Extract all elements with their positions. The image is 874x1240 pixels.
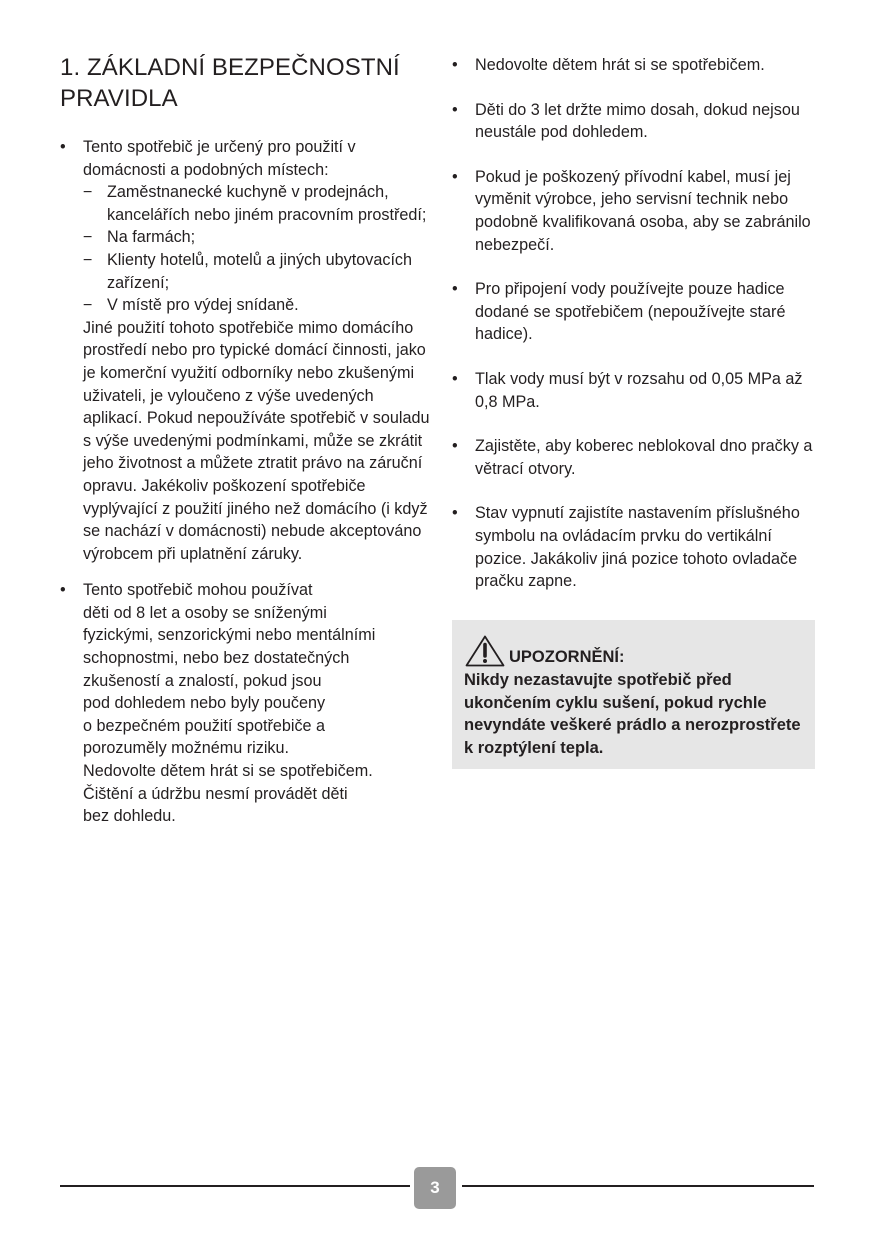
text-line: bez dohledu.	[83, 807, 176, 826]
list-item-paragraph: Jiné použití tohoto spotřebiče mimo domácího prostředí nebo pro typické domácí činnosti, jako je komerční využití odborníky nebo zkušenými uživateli, je vyloučeno z výše uvedených aplikací. Pokud nepoužíváte spotřebič v souladu s výše uvedenými podmínkami, může se zkrátit jeho životnost a můžete ztratit právo na záruční opravu. Jakékoliv poškození spotřebiče vyplývající z použití jiného než domácího (i když se nachází v domácnosti) nebude akceptováno výrobcem při uplatnění záruky.	[83, 318, 430, 563]
text-line: fyzickými, senzorickými nebo mentálními	[83, 626, 376, 645]
text-line: porozuměly možnému riziku.	[83, 739, 290, 758]
footer-rule-left	[60, 1185, 410, 1187]
list-item: • Pro připojení vody používejte pouze hadice dodané se spotřebičem (nepoužívejte staré hadice).	[452, 280, 786, 344]
bullet-marker: •	[60, 581, 66, 600]
dash-marker: −	[83, 250, 93, 269]
warning-text: Nikdy nezastavujte spotřebič před ukončením cyklu sušení, pokud rychle nevyndáte veškeré prádlo a nerozprostřete k rozptýlení tepla.	[464, 671, 801, 757]
bullet-marker: •	[452, 504, 458, 523]
text-line: pod dohledem nebo byly poučeny	[83, 694, 326, 713]
list-item-intro: Tento spotřebič je určený pro použití v domácnosti a podobných místech:	[83, 138, 356, 179]
sub-list-item: − Na farmách;	[83, 226, 430, 249]
list-item	[60, 579, 430, 828]
list-item: • Děti do 3 let držte mimo dosah, dokud nejsou neustále pod dohledem.	[452, 100, 800, 142]
dash-marker: −	[83, 228, 93, 247]
right-bullet-list	[452, 54, 816, 593]
bullet-marker: •	[452, 56, 458, 74]
right-column	[452, 54, 816, 615]
text-line: o bezpečném použití spotřebiče a	[83, 716, 326, 735]
dash-marker: −	[83, 183, 93, 202]
text-line: zkušeností a znalostí, pokud jsou	[83, 671, 322, 690]
left-bullet-list	[60, 136, 430, 828]
list-item: • Tlak vody musí být v rozsahu od 0,05 MPa až 0,8 MPa.	[452, 369, 803, 411]
text-line: Tento spotřebič mohou používat	[83, 581, 313, 600]
text-line: Čištění a údržbu nesmí provádět děti	[83, 784, 348, 803]
bullet-marker: •	[452, 280, 458, 299]
sub-list-item: − V místě pro výdej snídaně.	[83, 294, 430, 317]
list-item: • Zajistěte, aby koberec neblokoval dno pračky a větrací otvory.	[452, 437, 813, 478]
bullet-marker: •	[452, 437, 458, 456]
footer-rule-right	[462, 1185, 814, 1187]
sub-list-item: − Klienty hotelů, motelů a jiných ubytovacích zařízení;	[83, 250, 413, 292]
page-title: 1. ZÁKLADNÍ BEZPEČNOSTNÍ PRAVIDLA	[60, 54, 400, 112]
text-line: schopnostmi, nebo bez dostatečných	[83, 649, 350, 668]
bullet-marker: •	[60, 138, 66, 156]
text-line: děti od 8 let a osoby se sníženými	[83, 603, 327, 622]
sub-list	[83, 181, 430, 317]
page-number: 3	[414, 1167, 456, 1209]
bullet-marker: •	[452, 369, 458, 388]
bullet-marker: •	[452, 100, 458, 119]
list-item: • Stav vypnutí zajistíte nastavením příslušného symbolu na ovládacím prvku do vertikální pozice. Jakákoliv jiná pozice tohoto ovladače pračku zapne.	[452, 504, 800, 591]
warning-box	[452, 620, 815, 769]
sub-list-item: − Zaměstnanecké kuchyně v prodejnách, kancelářích nebo jiném pracovním prostředí;	[83, 183, 427, 224]
list-item	[60, 136, 430, 565]
list-item: • Nedovolte dětem hrát si se spotřebičem.	[452, 54, 816, 77]
left-column	[60, 52, 430, 842]
warning-triangle-icon	[464, 634, 506, 668]
list-item: • Pokud je poškozený přívodní kabel, musí jej vyměnit výrobce, jeho servisní technik nebo podobně kvalifikovaná osoba, aby se zabránilo nebezpečí.	[452, 167, 811, 254]
bullet-marker: •	[452, 167, 458, 186]
warning-header	[464, 632, 805, 668]
warning-title: UPOZORNĚNÍ:	[509, 648, 625, 666]
dash-marker: −	[83, 296, 93, 315]
text-line: Nedovolte dětem hrát si se spotřebičem.	[83, 762, 373, 781]
